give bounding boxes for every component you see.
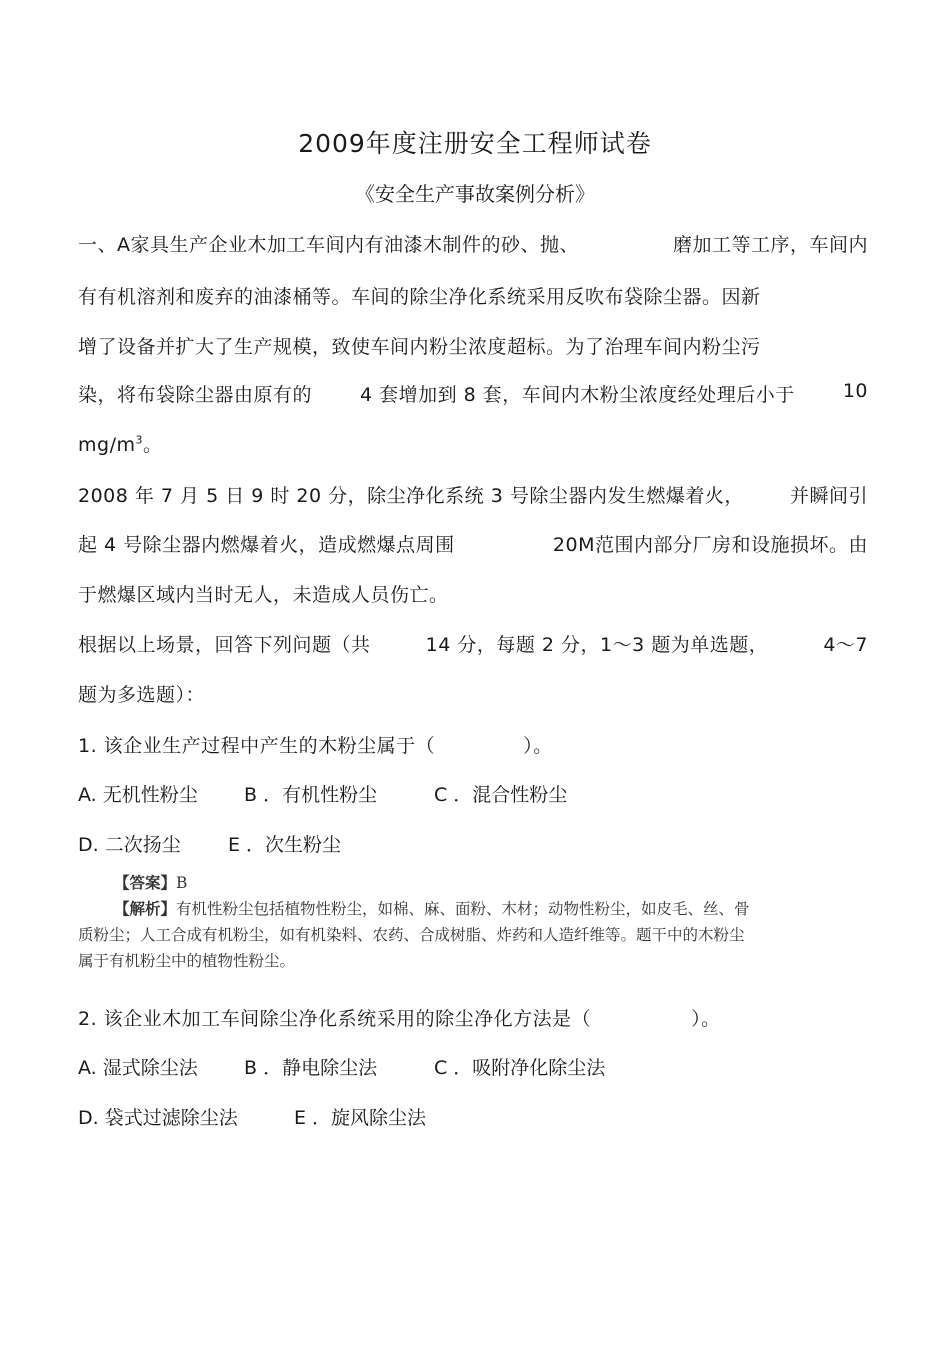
- q2-option-e: E ．旋风除尘法: [294, 1107, 427, 1129]
- exam-subtitle: 《安全生产事故案例分析》: [355, 182, 595, 206]
- q1-options-row2: [78, 830, 341, 857]
- para1-line1: [78, 230, 868, 257]
- q1-stem-end: ）。: [523, 735, 553, 757]
- unit-text: mg/m: [78, 434, 136, 456]
- q1-analysis-line3: 属于有机粉尘中的植物性粉尘。: [78, 952, 296, 970]
- para3-line1-part2: 14 分，每题 2 分，1～3 题为单选题，: [425, 634, 769, 656]
- q2-option-c: C ．吸附净化除尘法: [434, 1057, 606, 1079]
- para1-line4: [78, 380, 868, 407]
- para1-line4-part3: 10: [842, 380, 868, 402]
- para3-line1-part3: 4～7: [823, 634, 868, 656]
- answer-label: 【答案】: [114, 873, 177, 892]
- analysis-label: 【解析】: [114, 899, 177, 918]
- q1-option-b: B ．有机性粉尘: [244, 784, 378, 806]
- q2-option-b: B ．静电除尘法: [244, 1057, 378, 1079]
- para1-line4-part2: 4 套增加到 8 套，车间内木粉尘浓度经处理后小于: [360, 384, 795, 406]
- q2-option-d: D. 袋式过滤除尘法: [78, 1107, 238, 1129]
- para1-line3: 增了设备并扩大了生产规模，致使车间内粉尘浓度超标。为了治理车间内粉尘污: [78, 336, 761, 358]
- para2-line1-part2: 并瞬间引: [789, 485, 868, 507]
- para3-line1-part1: 根据以上场景，回答下列问题（共: [78, 634, 371, 656]
- para2-line2-part2: 20M范围内部分厂房和设施损坏。由: [552, 534, 868, 556]
- q1-option-a: A. 无机性粉尘: [78, 784, 198, 806]
- para1-line1-part1: 一、A家具生产企业木加工车间内有油漆木制件的砂、抛、: [78, 234, 579, 256]
- q2-stem-end: ）。: [691, 1008, 721, 1030]
- para2-line1: [78, 481, 868, 508]
- q1-option-c: C ．混合性粉尘: [434, 784, 568, 806]
- para3-line1: [78, 630, 868, 657]
- q2-options-row1: [78, 1053, 605, 1080]
- q1-analysis-line2: 质粉尘；人工合成有机粉尘，如有机染料、农药、合成树脂、炸药和人造纤维等。题干中的木粉尘: [78, 926, 745, 944]
- q1-stem: [78, 731, 553, 758]
- q1-option-e: E ．次生粉尘: [228, 834, 342, 856]
- exam-title: 2009年度注册安全工程师试卷: [298, 129, 652, 158]
- para2-line2-part1: 起 4 号除尘器内燃爆着火，造成燃爆点周围: [78, 534, 455, 556]
- period: 。: [142, 434, 163, 456]
- q2-stem-text: 2. 该企业木加工车间除尘净化系统采用的除尘净化方法是（: [78, 1008, 592, 1030]
- q2-options-row2: [78, 1103, 426, 1130]
- q1-stem-text: 1. 该企业生产过程中产生的木粉尘属于（: [78, 735, 436, 757]
- answer-value: B: [176, 874, 188, 892]
- para1-line1-part2: 磨加工等工序，车间内: [672, 234, 868, 256]
- analysis-text-1: 有机性粉尘包括植物性粉尘，如棉、麻、面粉、木材；动物性粉尘，如皮毛、丝、骨: [176, 900, 750, 918]
- q2-stem: [78, 1004, 721, 1031]
- q1-option-d: D. 二次扬尘: [78, 834, 181, 856]
- para2-line1-part1: 2008 年 7 月 5 日 9 时 20 分，除尘净化系统 3 号除尘器内发生燃爆着火，: [78, 485, 744, 507]
- para2-line2: [78, 530, 868, 557]
- para1-line2: 有有机溶剂和废弃的油漆桶等。车间的除尘净化系统采用反吹布袋除尘器。因新: [78, 286, 761, 308]
- para1-line4-part1: 染，将布袋除尘器由原有的: [78, 384, 313, 406]
- unit-superscript: 3: [135, 433, 143, 447]
- q1-answer-block: [78, 870, 868, 974]
- q1-answer: [78, 870, 868, 896]
- para3-line2: 题为多选题）：: [78, 684, 206, 706]
- q2-option-a: A. 湿式除尘法: [78, 1057, 198, 1079]
- para1-line5: [78, 430, 163, 457]
- para2-line3: 于燃爆区域内当时无人，未造成人员伤亡。: [78, 584, 449, 606]
- q1-options-row1: [78, 780, 567, 807]
- q1-analysis-line1: [78, 896, 868, 922]
